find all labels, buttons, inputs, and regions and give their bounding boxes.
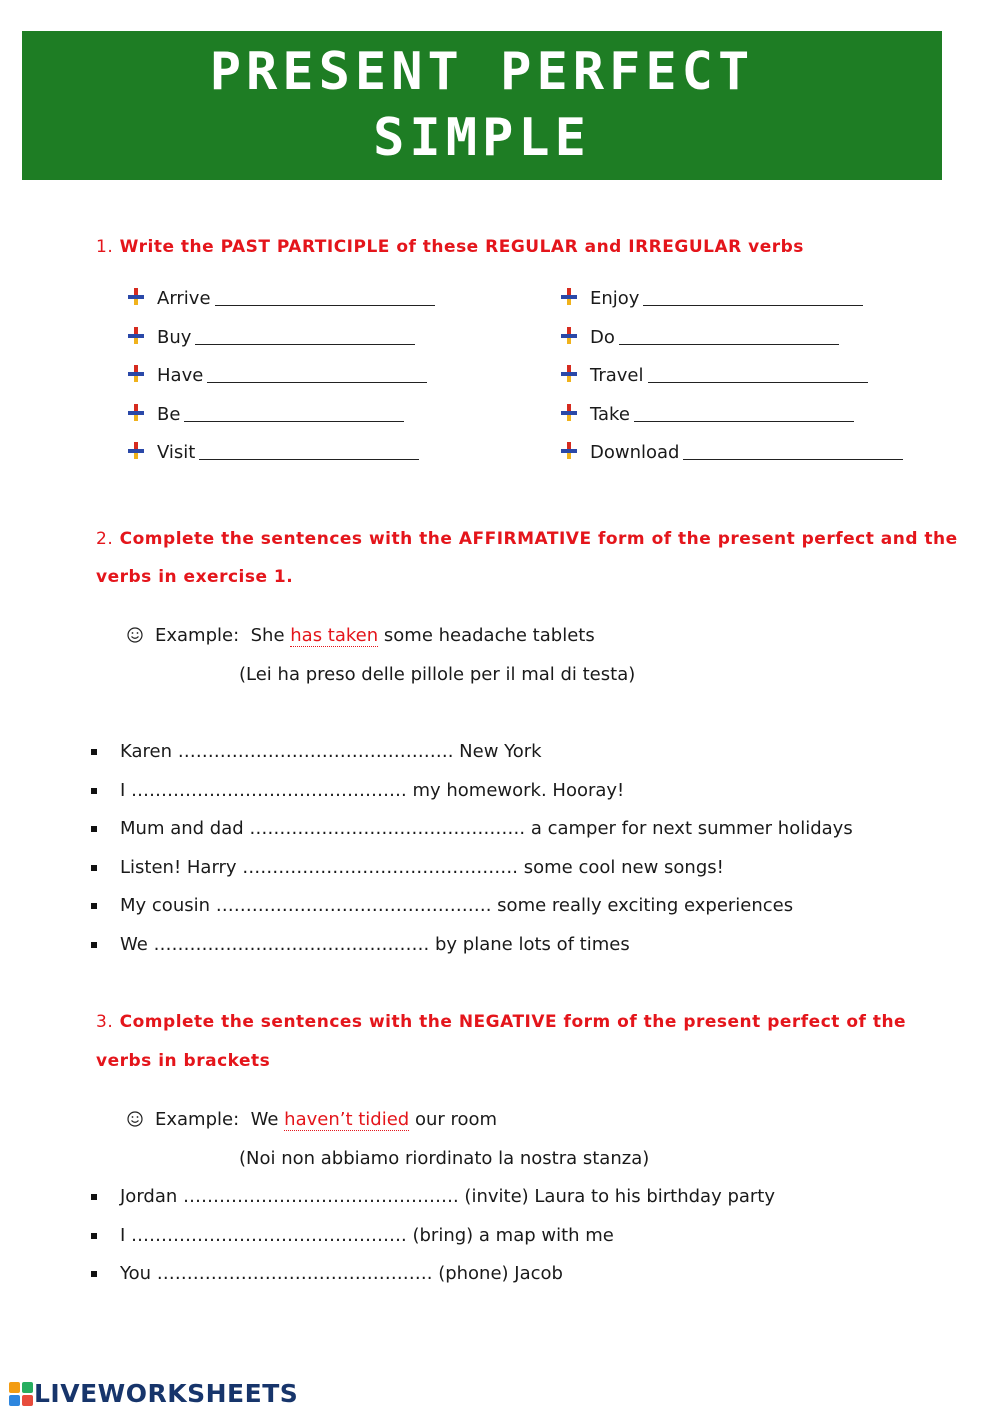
answer-blank[interactable] xyxy=(207,366,427,383)
verb-label: Be xyxy=(157,404,181,425)
answer-blank[interactable] xyxy=(643,289,863,306)
verb-label: Arrive xyxy=(157,288,211,309)
brand-name: LIVEWORKSHEETS xyxy=(34,1379,299,1408)
sentence-item[interactable]: Listen! Harry ………………………………………. some cool new songs! xyxy=(120,857,724,878)
section1-heading-text: Write the PAST PARTICIPLE of these REGULAR and IRREGULAR verbs xyxy=(119,237,804,257)
verb-item xyxy=(560,441,903,464)
section3-heading-text-1: Complete the sentences with the NEGATIVE form of the present perfect of the xyxy=(119,1012,907,1032)
bullet-icon xyxy=(91,1271,97,1277)
example-rest: some headache tablets xyxy=(383,625,595,646)
arrow-bullet-icon xyxy=(560,441,580,461)
section1-heading xyxy=(96,236,804,258)
bullet-icon xyxy=(91,942,97,948)
section3-heading xyxy=(96,1011,906,1033)
smiley-icon xyxy=(127,627,143,643)
section3-example-translation: (Noi non abbiamo riordinato la nostra stanza) xyxy=(239,1148,650,1169)
arrow-bullet-icon xyxy=(127,364,147,384)
section2-number: 2. xyxy=(96,529,114,549)
arrow-bullet-icon xyxy=(560,403,580,423)
bullet-icon xyxy=(91,826,97,832)
sentence-item[interactable]: I ………………………………………. my homework. Hooray! xyxy=(120,780,625,801)
section3-heading-line2: verbs in brackets xyxy=(96,1051,271,1071)
answer-blank[interactable] xyxy=(619,328,839,345)
arrow-bullet-icon xyxy=(560,326,580,346)
section2-heading-text-1: Complete the sentences with the AFFIRMATIVE form of the present perfect and the xyxy=(119,529,958,549)
verb-label: Buy xyxy=(157,327,192,348)
bullet-icon xyxy=(91,749,97,755)
example-answer: haven’t tidied xyxy=(284,1109,410,1130)
verb-label: Visit xyxy=(157,442,196,463)
answer-blank[interactable] xyxy=(215,289,435,306)
section3-number: 3. xyxy=(96,1012,114,1032)
arrow-bullet-icon xyxy=(127,403,147,423)
example-label: Example: xyxy=(155,625,240,646)
arrow-bullet-icon xyxy=(560,287,580,307)
liveworksheets-logo[interactable] xyxy=(8,1378,298,1410)
verb-item xyxy=(127,287,435,310)
verb-label: Travel xyxy=(590,365,644,386)
arrow-bullet-icon xyxy=(560,364,580,384)
sentence-item[interactable]: Mum and dad ………………………………………. a camper for next summer holidays xyxy=(120,818,853,839)
page-title-line1: PRESENT PERFECT xyxy=(209,42,755,102)
section2-example xyxy=(127,625,595,647)
bullet-icon xyxy=(91,788,97,794)
verb-label: Download xyxy=(590,442,680,463)
bullet-icon xyxy=(91,903,97,909)
verb-item xyxy=(127,326,415,349)
smiley-icon xyxy=(127,1111,143,1127)
sentence-item[interactable]: I ………………………………………. (bring) a map with me xyxy=(120,1225,614,1246)
arrow-bullet-icon xyxy=(127,326,147,346)
example-subject: She xyxy=(250,625,285,646)
verb-item xyxy=(560,364,868,387)
answer-blank[interactable] xyxy=(195,328,415,345)
example-rest: our room xyxy=(414,1109,498,1130)
section2-heading xyxy=(96,528,958,550)
sentence-item[interactable]: Jordan ………………………………………. (invite) Laura to his birthday party xyxy=(120,1186,776,1207)
arrow-bullet-icon xyxy=(127,287,147,307)
bullet-icon xyxy=(91,865,97,871)
verb-item xyxy=(127,403,404,426)
arrow-bullet-icon xyxy=(127,441,147,461)
verb-label: Have xyxy=(157,365,204,386)
answer-blank[interactable] xyxy=(184,405,404,422)
answer-blank[interactable] xyxy=(634,405,854,422)
section2-heading-line2: verbs in exercise 1. xyxy=(96,567,294,587)
section2-example-translation: (Lei ha preso delle pillole per il mal di testa) xyxy=(239,664,636,685)
page-title-line2: SIMPLE xyxy=(373,108,591,168)
example-subject: We xyxy=(250,1109,279,1130)
answer-blank[interactable] xyxy=(199,443,419,460)
verb-label: Take xyxy=(590,404,630,425)
verb-label: Enjoy xyxy=(590,288,640,309)
verb-item xyxy=(127,441,419,464)
sentence-item[interactable]: You ………………………………………. (phone) Jacob xyxy=(120,1263,563,1284)
section3-example xyxy=(127,1109,497,1131)
answer-blank[interactable] xyxy=(648,366,868,383)
answer-blank[interactable] xyxy=(683,443,903,460)
sentence-item[interactable]: Karen ………………………………………. New York xyxy=(120,741,542,762)
verb-item xyxy=(127,364,427,387)
sentence-item[interactable]: My cousin ………………………………………. some really exciting experiences xyxy=(120,895,794,916)
bullet-icon xyxy=(91,1194,97,1200)
section1-number: 1. xyxy=(96,237,114,257)
verb-item xyxy=(560,287,863,310)
verb-item xyxy=(560,403,854,426)
verb-item xyxy=(560,326,839,349)
example-label: Example: xyxy=(155,1109,240,1130)
sentence-item[interactable]: We ………………………………………. by plane lots of times xyxy=(120,934,630,955)
example-answer: has taken xyxy=(290,625,379,646)
brand-logo-icon xyxy=(8,1381,34,1407)
bullet-icon xyxy=(91,1233,97,1239)
verb-label: Do xyxy=(590,327,615,348)
